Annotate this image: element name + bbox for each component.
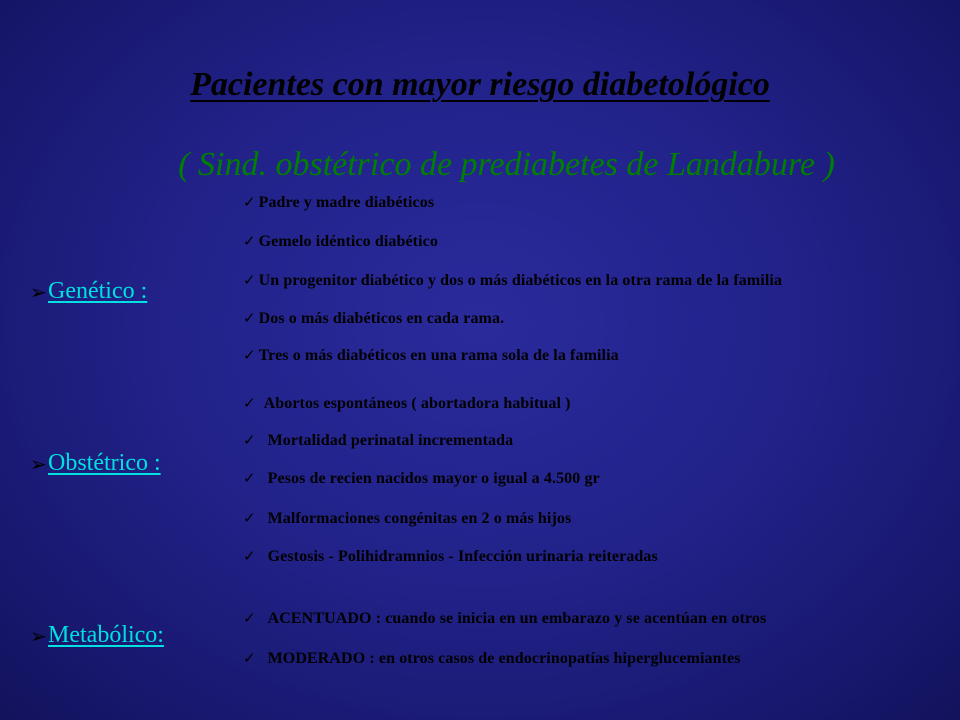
category-metabolico[interactable] — [30, 622, 164, 649]
checkmark-icon: ✓ — [243, 232, 256, 250]
checkmark-icon: ✓ — [243, 609, 256, 627]
arrow-bullet-icon: ➢ — [30, 279, 47, 304]
arrow-bullet-icon: ➢ — [30, 623, 47, 648]
list-item: ✓ ACENTUADO : cuando se inicia en un embarazo y se acentúan en otros — [243, 609, 767, 627]
checkmark-icon: ✓ — [243, 649, 256, 667]
category-label[interactable]: Genético : — [48, 278, 148, 304]
list-item: ✓ Gestosis - Polihidramnios - Infección urinaria reiteradas — [243, 547, 658, 565]
checkmark-icon: ✓ — [243, 271, 256, 289]
list-item: ✓ Padre y madre diabéticos — [243, 193, 435, 211]
category-obstetrico[interactable] — [30, 450, 161, 477]
list-item: ✓ Mortalidad perinatal incrementada — [243, 431, 514, 449]
checkmark-icon: ✓ — [243, 346, 256, 364]
list-item: ✓ Pesos de recien nacidos mayor o igual a 4.500 gr — [243, 469, 600, 487]
arrow-bullet-icon: ➢ — [30, 451, 47, 476]
list-item: ✓ MODERADO : en otros casos de endocrinopatías hiperglucemiantes — [243, 649, 741, 667]
category-label[interactable]: Metabólico: — [48, 622, 164, 648]
checkmark-icon: ✓ — [243, 394, 256, 412]
page-subtitle: ( Sind. obstétrico de prediabetes de Landabure ) — [178, 146, 835, 183]
category-label[interactable]: Obstétrico : — [48, 450, 161, 476]
checkmark-icon: ✓ — [243, 309, 256, 327]
checkmark-icon: ✓ — [243, 509, 256, 527]
list-item: ✓ Un progenitor diabético y dos o más diabéticos en la otra rama de la familia — [243, 271, 783, 289]
checkmark-icon: ✓ — [243, 431, 256, 449]
list-item: ✓ Dos o más diabéticos en cada rama. — [243, 309, 505, 327]
list-item: ✓ Tres o más diabéticos en una rama sola de la familia — [243, 346, 619, 364]
list-item: ✓ Malformaciones congénitas en 2 o más hijos — [243, 509, 572, 527]
page-title: Pacientes con mayor riesgo diabetológico — [190, 66, 770, 103]
category-genetico[interactable] — [30, 278, 147, 305]
list-item: ✓ Abortos espontáneos ( abortadora habitual ) — [243, 394, 571, 412]
checkmark-icon: ✓ — [243, 469, 256, 487]
checkmark-icon: ✓ — [243, 193, 256, 211]
checkmark-icon: ✓ — [243, 547, 256, 565]
list-item: ✓ Gemelo idéntico diabético — [243, 232, 438, 250]
